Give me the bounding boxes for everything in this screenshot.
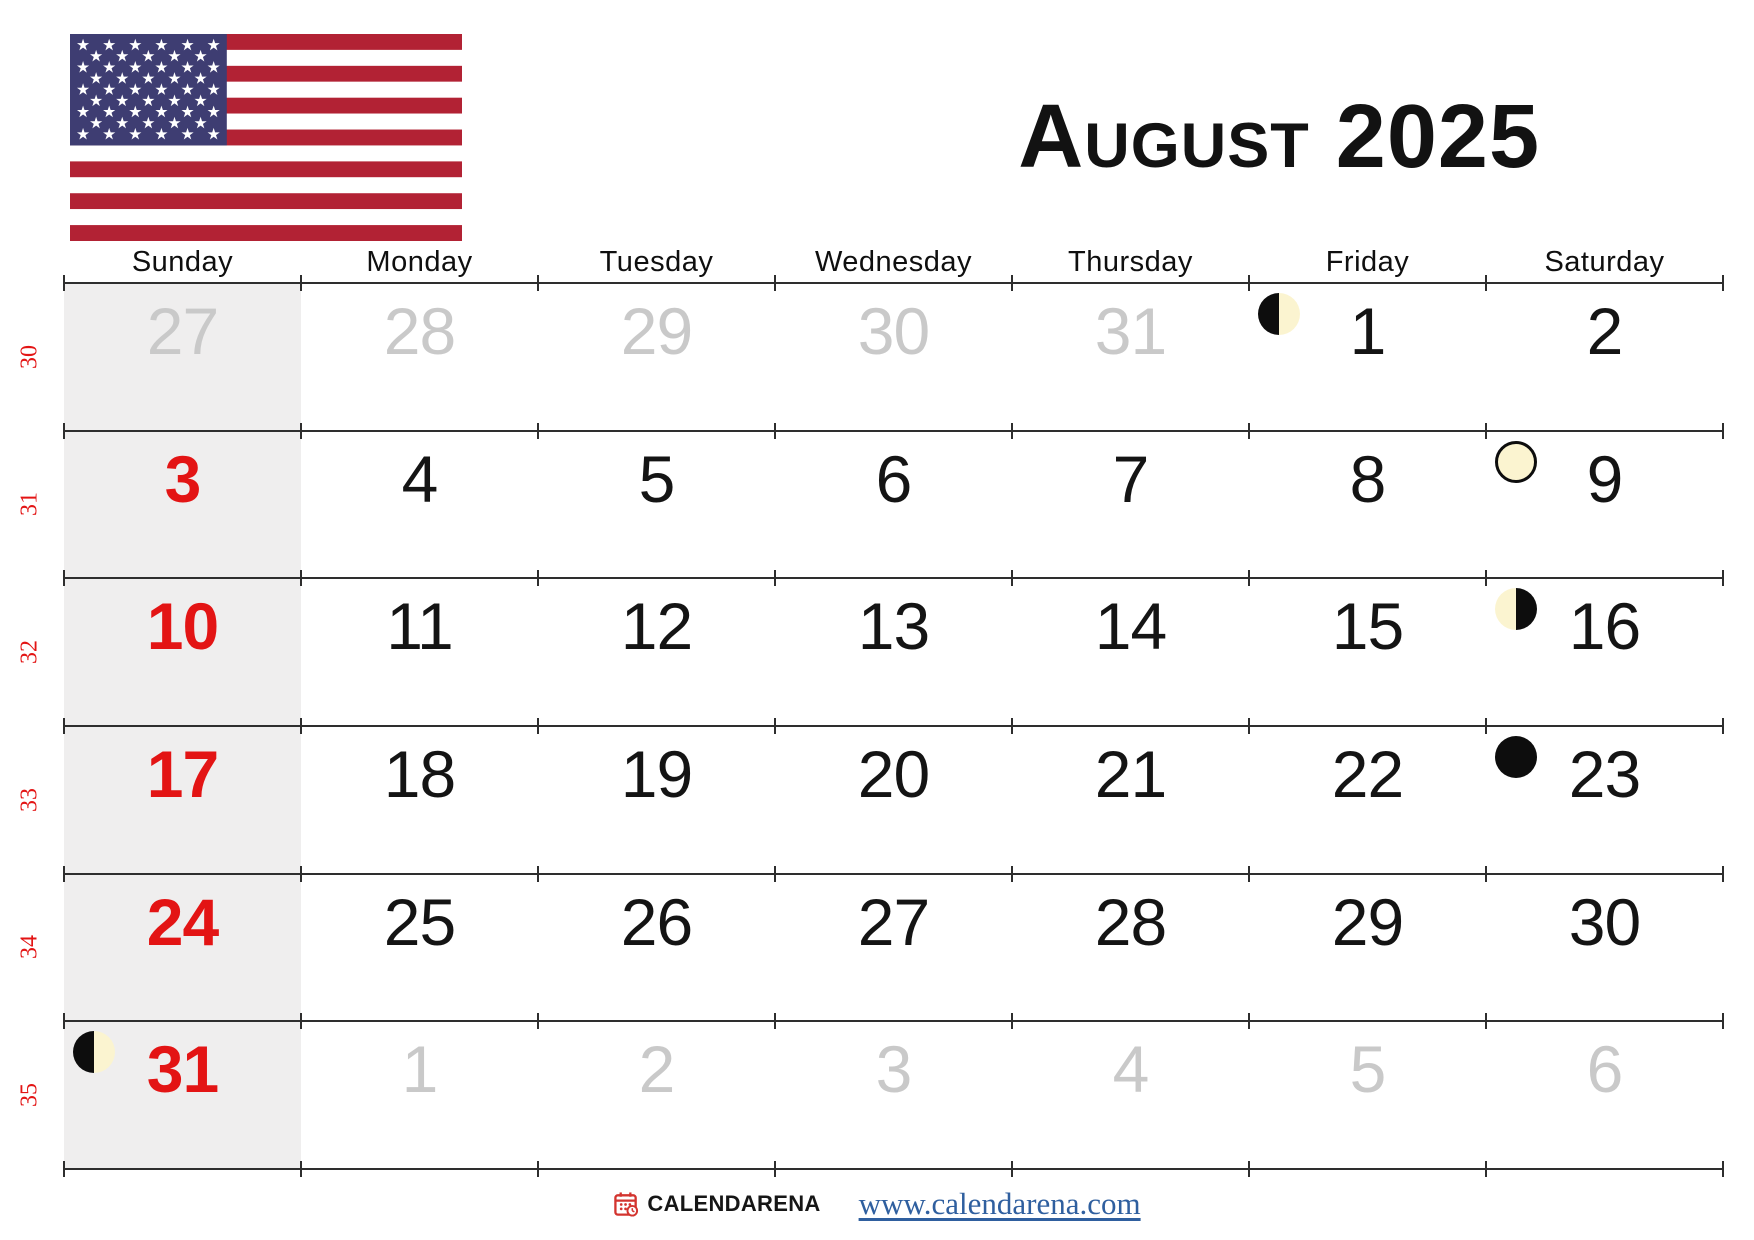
grid-tick (1722, 866, 1724, 882)
day-cell (1012, 727, 1249, 873)
week-row (16, 1020, 1723, 1168)
grid-tick (1485, 718, 1487, 734)
day-number: 11 (386, 589, 453, 664)
grid-tick (1722, 1013, 1724, 1029)
day-number: 25 (383, 884, 456, 959)
day-cell (1249, 875, 1486, 1021)
grid-tick (774, 866, 776, 882)
day-number: 5 (1349, 1032, 1386, 1107)
grid-tick (1722, 570, 1724, 586)
grid-tick (1011, 570, 1013, 586)
full-moon-icon (1495, 441, 1537, 483)
grid-tick (300, 1013, 302, 1029)
day-number: 15 (1331, 589, 1404, 664)
calendar-logo-icon (613, 1191, 640, 1218)
grid-tick (300, 718, 302, 734)
day-cell (1486, 432, 1723, 578)
grid-tick (1248, 1161, 1250, 1177)
day-number: 30 (1568, 884, 1641, 959)
day-cell (64, 1022, 301, 1168)
day-cell (538, 284, 775, 430)
day-number: 22 (1331, 736, 1404, 811)
day-number: 4 (401, 441, 438, 516)
week-number: 35 (16, 1083, 43, 1108)
day-cell (301, 284, 538, 430)
grid-tick (1722, 423, 1724, 439)
day-cell (301, 1022, 538, 1168)
grid-tick (63, 570, 65, 586)
grid-tick (63, 1161, 65, 1177)
day-cell (64, 579, 301, 725)
day-number: 18 (383, 736, 456, 811)
grid-tick (1485, 1013, 1487, 1029)
day-cell (538, 1022, 775, 1168)
grid-tick (1485, 570, 1487, 586)
day-cell (301, 727, 538, 873)
grid-tick (537, 275, 539, 291)
day-number: 1 (401, 1032, 438, 1107)
day-number: 30 (857, 294, 930, 368)
last-quarter-moon-icon (1495, 588, 1537, 630)
day-cell (775, 1022, 1012, 1168)
weekday-header: Friday (1325, 246, 1410, 278)
day-number: 20 (857, 736, 930, 811)
week-number: 34 (16, 935, 43, 960)
grid-tick (300, 1161, 302, 1177)
grid-tick (1011, 866, 1013, 882)
week-number: 31 (16, 492, 43, 517)
day-cell (64, 875, 301, 1021)
day-cell (1486, 284, 1723, 430)
day-number: 29 (1331, 884, 1404, 959)
us-flag (70, 34, 462, 241)
brand-name: CALENDARENA (647, 1191, 821, 1216)
week-row (16, 577, 1723, 725)
grid-tick (774, 423, 776, 439)
grid-tick (1485, 423, 1487, 439)
grid-tick (300, 275, 302, 291)
grid-tick (774, 718, 776, 734)
grid-tick (537, 718, 539, 734)
day-cell (775, 875, 1012, 1021)
grid-tick (1011, 423, 1013, 439)
day-cell (1012, 284, 1249, 430)
day-number: 3 (164, 441, 201, 516)
day-number: 29 (620, 294, 693, 368)
grid-tick (537, 1013, 539, 1029)
day-number: 19 (620, 736, 693, 811)
grid-tick (1248, 1013, 1250, 1029)
grid-tick (1485, 275, 1487, 291)
grid-tick (1722, 275, 1724, 291)
grid-tick (300, 570, 302, 586)
weekday-header: Monday (366, 246, 473, 278)
day-number: 26 (620, 884, 693, 959)
grid-tick (537, 423, 539, 439)
day-cell (301, 432, 538, 578)
grid-tick (300, 423, 302, 439)
grid-tick (1722, 1161, 1724, 1177)
day-number: 28 (1094, 884, 1167, 959)
grid-tick (537, 570, 539, 586)
week-number: 33 (16, 787, 43, 812)
grid-tick (1011, 1161, 1013, 1177)
day-number: 5 (638, 441, 675, 516)
day-number: 9 (1586, 441, 1623, 516)
grid-tick (537, 866, 539, 882)
weekday-header: Tuesday (599, 246, 714, 278)
weekday-header: Sunday (131, 246, 234, 278)
week-row (16, 873, 1723, 1021)
day-number: 8 (1349, 441, 1386, 516)
day-cell (538, 579, 775, 725)
day-number: 6 (1586, 1032, 1623, 1107)
grid-tick (774, 1161, 776, 1177)
day-cell (1486, 875, 1723, 1021)
day-cell (1486, 1022, 1723, 1168)
day-cell (301, 875, 538, 1021)
week-row (16, 725, 1723, 873)
weekday-header: Wednesday (814, 246, 973, 278)
grid-tick (774, 275, 776, 291)
website-link[interactable]: www.calendarena.com (858, 1186, 1141, 1221)
weekday-header: Thursday (1068, 246, 1193, 278)
day-cell (1486, 727, 1723, 873)
day-cell (64, 432, 301, 578)
first-quarter-moon-icon (73, 1031, 115, 1073)
day-number: 14 (1094, 589, 1167, 664)
grid-tick (300, 866, 302, 882)
day-number: 2 (638, 1032, 675, 1107)
new-moon-icon (1495, 736, 1537, 778)
day-cell (1012, 432, 1249, 578)
day-number: 27 (146, 294, 219, 368)
day-cell (1486, 579, 1723, 725)
day-number: 3 (875, 1032, 912, 1107)
week-row (16, 282, 1723, 430)
day-number: 16 (1568, 589, 1641, 664)
day-cell (64, 284, 301, 430)
week-row (16, 430, 1723, 578)
day-number: 24 (146, 884, 219, 959)
day-number: 21 (1094, 736, 1167, 811)
day-cell (1249, 432, 1486, 578)
footer (0, 1186, 1754, 1222)
day-number: 13 (857, 589, 930, 664)
calendar-grid (16, 282, 1723, 1170)
grid-tick (63, 275, 65, 291)
day-cell (1249, 284, 1486, 430)
day-cell (538, 727, 775, 873)
day-number: 7 (1112, 441, 1149, 516)
grid-tick (1248, 423, 1250, 439)
week-number: 32 (16, 640, 43, 665)
day-number: 27 (857, 884, 930, 959)
day-cell (301, 579, 538, 725)
grid-tick (1011, 718, 1013, 734)
day-cell (64, 727, 301, 873)
day-cell (1249, 727, 1486, 873)
day-cell (538, 875, 775, 1021)
day-cell (1012, 1022, 1249, 1168)
grid-tick (1248, 275, 1250, 291)
day-number: 31 (146, 1032, 219, 1107)
first-quarter-moon-icon (1258, 293, 1300, 335)
day-cell (775, 432, 1012, 578)
grid-tick (63, 423, 65, 439)
brand (613, 1191, 820, 1218)
day-cell (1012, 875, 1249, 1021)
day-number: 28 (383, 294, 456, 368)
week-number: 30 (16, 344, 43, 369)
grid-tick (1248, 718, 1250, 734)
day-cell (538, 432, 775, 578)
day-number: 2 (1586, 294, 1623, 368)
day-cell (1249, 1022, 1486, 1168)
weekday-header-row (64, 232, 1723, 280)
day-number: 12 (620, 589, 693, 664)
grid-tick (1485, 866, 1487, 882)
grid-tick (63, 1013, 65, 1029)
grid-tick (1485, 1161, 1487, 1177)
day-cell (775, 579, 1012, 725)
grid-tick (1011, 1013, 1013, 1029)
day-number: 23 (1568, 736, 1641, 811)
grid-tick (63, 866, 65, 882)
weekday-header: Saturday (1544, 246, 1665, 278)
grid-tick (1011, 275, 1013, 291)
grid-tick (774, 1013, 776, 1029)
day-cell (1249, 579, 1486, 725)
day-number: 1 (1349, 294, 1386, 368)
day-cell (775, 727, 1012, 873)
day-cell (775, 284, 1012, 430)
grid-tick (1248, 570, 1250, 586)
grid-tick (537, 1161, 539, 1177)
grid-tick (774, 570, 776, 586)
day-number: 4 (1112, 1032, 1149, 1107)
day-number: 17 (146, 736, 219, 811)
grid-tick (1248, 866, 1250, 882)
day-number: 10 (146, 589, 219, 664)
day-number: 31 (1094, 294, 1167, 368)
grid-tick (1722, 718, 1724, 734)
page-title: August 2025 (1018, 87, 1540, 187)
day-number: 6 (875, 441, 912, 516)
day-cell (1012, 579, 1249, 725)
grid-tick (63, 718, 65, 734)
